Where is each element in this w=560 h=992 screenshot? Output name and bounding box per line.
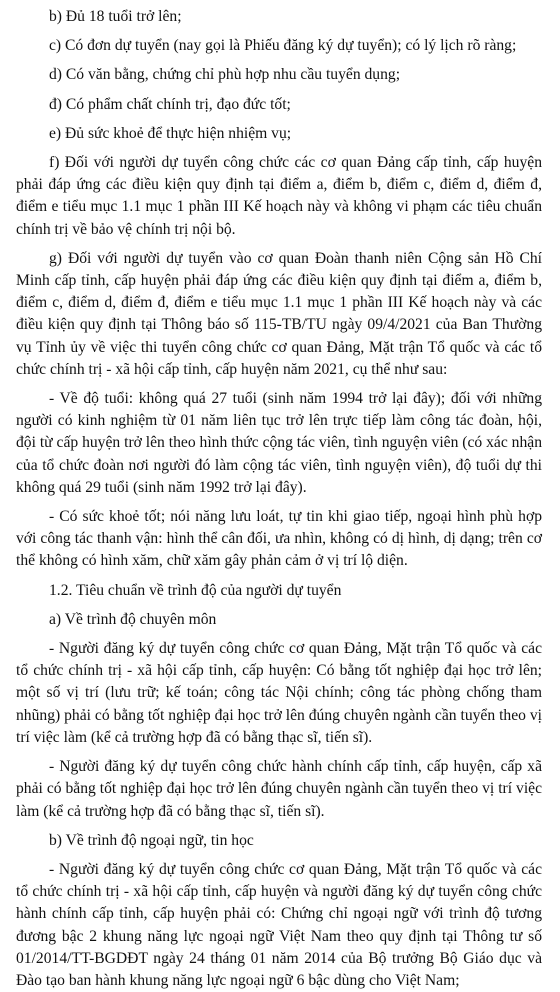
section-heading-1-2: 1.2. Tiêu chuẩn về trình độ của người dự tuyển: [49, 581, 342, 599]
language-certificate-requirement: - Người đăng ký dự tuyển công chức cơ quan Đảng, Mặt trận Tổ quốc và các tổ chức chính trị - xã hội cấp tỉnh, cấp huyện và người đăng ký dự tuyển công chức hành chính cấp tỉnh, cấp huyện phải có: Chứng chỉ ngoại ngữ với trình độ tương đương bậc 2 khung năng lực ngoại ngữ Việt Nam theo quy định tại Thông tư số 01/2014/TT-BGDĐT ngày 24 tháng 01 năm 2014 của Bộ trưởng Bộ Giáo dục và Đào tạo ban hành khung năng lực ngoại ngữ 6 bậc dùng cho Việt Nam;: [16, 860, 542, 989]
item-f-party-agencies: f) Đối với người dự tuyển công chức các cơ quan Đảng cấp tỉnh, cấp huyện phải đáp ứng các điều kiện quy định tại điểm a, điểm b, điểm c, điểm d, điểm đ, điểm e tiểu mục 1.1 mục 1 phần III Kế hoạch này và không vi phạm các tiêu chuẩn chính trị về bảo vệ chính trị nội bộ.: [16, 154, 542, 238]
administrative-qualification: - Người đăng ký dự tuyển công chức hành chính cấp tỉnh, cấp huyện, cấp xã phải có bằng tốt nghiệp đại học trở lên đúng chuyên ngành cần tuyển theo vị trí việc làm (kể cả trường hợp đã có bằng thạc sĩ, tiến sĩ).: [16, 758, 542, 820]
subheading-professional-qualification: a) Về trình độ chuyên môn: [49, 610, 217, 628]
item-d-diploma: d) Có văn bằng, chứng chỉ phù hợp nhu cầu tuyển dụng;: [49, 66, 401, 84]
youth-union-age-requirement: - Về độ tuổi: không quá 27 tuổi (sinh năm 1994 trở lại đây); đối với những người có kinh nghiệm từ 01 năm liên tục trở lên trực tiếp làm công tác đoàn, hội, đội từ cấp huyện trở lên theo hình thức cộng tác viên, tình nguyện viên (có xác nhận của tổ chức đoàn nơi người đó làm cộng tác viên, tình nguyện viên), độ tuổi dự thi không quá 29 tuổi (sinh năm 1992 trở lại đây).: [16, 390, 542, 496]
party-agency-qualification: - Người đăng ký dự tuyển công chức cơ quan Đảng, Mặt trận Tổ quốc và các tổ chức chính trị - xã hội cấp tỉnh, cấp huyện: Có bằng tốt nghiệp đại học trở lên; một số vị trí (lưu trữ; kế toán; công tác Nội chính; công tác phòng chống tham nhũng) phải có bằng tốt nghiệp đại học trở lên đúng chuyên ngành cần tuyển theo vị trí việc làm (kể cả trường hợp đã có bằng thạc sĩ, tiến sĩ).: [16, 640, 542, 746]
item-b-age: b) Đủ 18 tuổi trở lên;: [49, 8, 182, 25]
item-e-health: e) Đủ sức khoẻ để thực hiện nhiệm vụ;: [49, 124, 292, 142]
item-g-youth-union: g) Đối với người dự tuyển vào cơ quan Đoàn thanh niên Cộng sản Hồ Chí Minh cấp tỉnh, cấp huyện phải đáp ứng các điều kiện quy định tại điểm a, điểm b, điểm c, điểm d, điểm đ, điểm e tiểu mục 1.1 mục 1 phần III Kế hoạch này và các điều kiện quy định tại Thông báo số 115-TB/TU ngày 09/4/2021 của Ban Thường vụ Tỉnh ủy về việc thi tuyển công chức cơ quan Đảng, Mặt trận Tổ quốc và các tổ chức chính trị - xã hội cấp tỉnh, cấp huyện năm 2021, cụ thể như sau:: [16, 249, 542, 378]
item-c-application: c) Có đơn dự tuyển (nay gọi là Phiếu đăng ký dự tuyển); có lý lịch rõ ràng;: [49, 37, 517, 55]
item-dd-ethics: đ) Có phẩm chất chính trị, đạo đức tốt;: [49, 95, 291, 113]
youth-union-health-requirement: - Có sức khoẻ tốt; nói năng lưu loát, tự tin khi giao tiếp, ngoại hình phù hợp với công tác thanh vận: hình thể cân đối, ưa nhìn, không có dị hình, dị dạng; trên cơ thể không có hình xăm, chữ xăm gây phản cảm ở vị trí lộ diện.: [16, 508, 542, 570]
subheading-language-it: b) Về trình độ ngoại ngữ, tin học: [49, 831, 254, 849]
